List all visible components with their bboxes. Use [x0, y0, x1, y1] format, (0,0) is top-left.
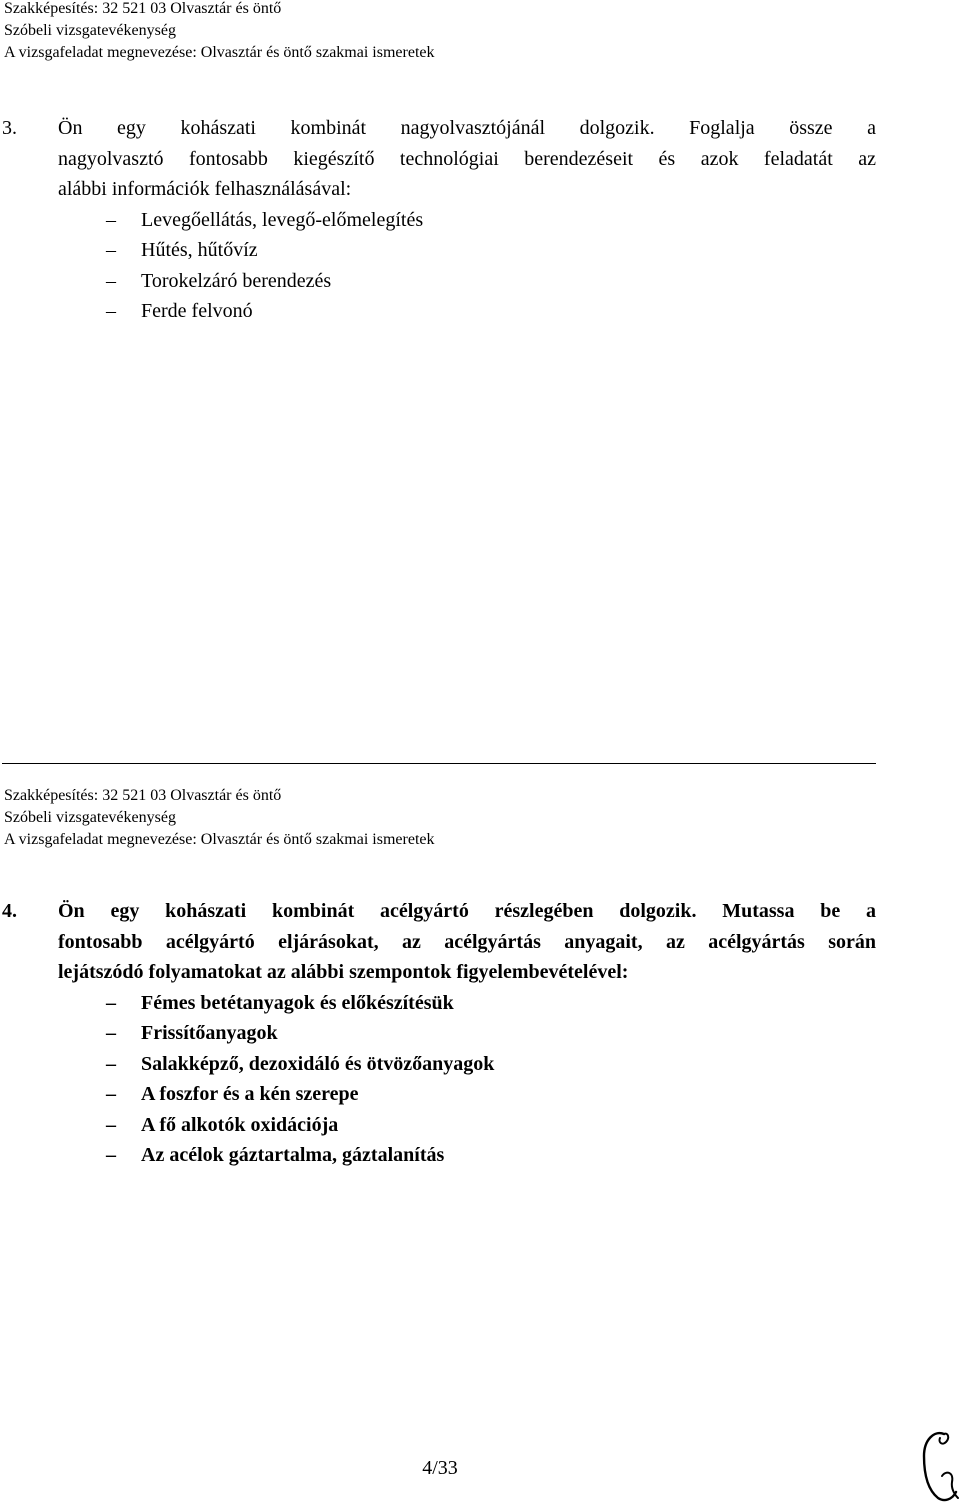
- header-exam-type: Szóbeli vizsgatevékenység: [4, 22, 176, 39]
- dash-bullet-icon: –: [106, 1022, 116, 1044]
- section-divider: [2, 763, 876, 764]
- question-4-text-line1: Ön egy kohászati kombinát acélgyártó részlegében dolgozik. Mutassa be a: [58, 900, 876, 922]
- page-number: 4/33: [422, 1457, 458, 1479]
- question-4-text-line2: fontosabb acélgyártó eljárásokat, az acélgyártás anyagait, az acélgyártás során: [58, 930, 876, 953]
- list-item: [2, 1110, 876, 1141]
- list-item-text: A foszfor és a kén szerepe: [141, 1083, 359, 1105]
- header-task-name: A vizsgafeladat megnevezése: Olvasztár és öntő szakmai ismeretek: [4, 831, 435, 848]
- signature-icon: [918, 1426, 960, 1502]
- header-task-name: A vizsgafeladat megnevezése: Olvasztár és öntő szakmai ismeretek: [4, 44, 435, 61]
- question-3-bullet-list: [2, 205, 876, 327]
- list-item-text: Frissítőanyagok: [141, 1022, 278, 1044]
- list-item: [2, 1018, 876, 1049]
- dash-bullet-icon: –: [106, 1083, 116, 1105]
- list-item: [2, 988, 876, 1019]
- list-item: [2, 235, 876, 266]
- dash-bullet-icon: –: [106, 300, 116, 322]
- question-3-text-line2: nagyolvasztó fontosabb kiegészítő technológiai berendezéseit és azok feladatát az: [58, 147, 876, 170]
- question-4-bullet-list: [2, 988, 876, 1171]
- list-item: [2, 296, 876, 327]
- list-item: [2, 266, 876, 297]
- header-qualification: Szakképesítés: 32 521 03 Olvasztár és öntő: [4, 787, 282, 804]
- dash-bullet-icon: –: [106, 1113, 116, 1136]
- question-4-text-line3: lejátszódó folyamatokat az alábbi szempontok figyelembevételével:: [58, 961, 629, 983]
- question-4: [2, 896, 876, 1171]
- list-item: [2, 1049, 876, 1080]
- list-item: [2, 1140, 876, 1171]
- list-item-text: Torokelzáró berendezés: [141, 269, 332, 292]
- question-3-text-line1: Ön egy kohászati kombinát nagyolvasztójánál dolgozik. Foglalja össze a: [58, 117, 876, 139]
- list-item: [2, 205, 876, 236]
- question-4-first-line: [2, 896, 876, 927]
- list-item-text: Salakképző, dezoxidáló és ötvözőanyagok: [141, 1052, 495, 1075]
- header-qualification: Szakképesítés: 32 521 03 Olvasztár és öntő: [4, 0, 282, 17]
- question-3-first-line: [2, 113, 876, 144]
- dash-bullet-icon: –: [106, 991, 116, 1014]
- question-3-number: 3.: [2, 117, 17, 139]
- dash-bullet-icon: –: [106, 1144, 116, 1166]
- dash-bullet-icon: –: [106, 239, 116, 261]
- dash-bullet-icon: –: [106, 208, 116, 231]
- list-item-text: Levegőellátás, levegő-előmelegítés: [141, 208, 424, 231]
- page-header: [4, 0, 435, 64]
- question-3: [2, 113, 876, 327]
- question-3-text-line3: alábbi információk felhasználásával:: [58, 178, 352, 200]
- list-item-text: Fémes betétanyagok és előkészítésük: [141, 991, 454, 1014]
- list-item: [2, 1079, 876, 1110]
- dash-bullet-icon: –: [106, 269, 116, 292]
- dash-bullet-icon: –: [106, 1052, 116, 1075]
- list-item-text: Ferde felvonó: [141, 300, 253, 322]
- header-exam-type: Szóbeli vizsgatevékenység: [4, 809, 176, 826]
- list-item-text: Hűtés, hűtővíz: [141, 239, 258, 261]
- list-item-text: Az acélok gáztartalma, gáztalanítás: [141, 1144, 445, 1166]
- list-item-text: A fő alkotók oxidációja: [141, 1113, 339, 1136]
- page-header: [4, 785, 435, 851]
- question-4-number: 4.: [2, 900, 17, 922]
